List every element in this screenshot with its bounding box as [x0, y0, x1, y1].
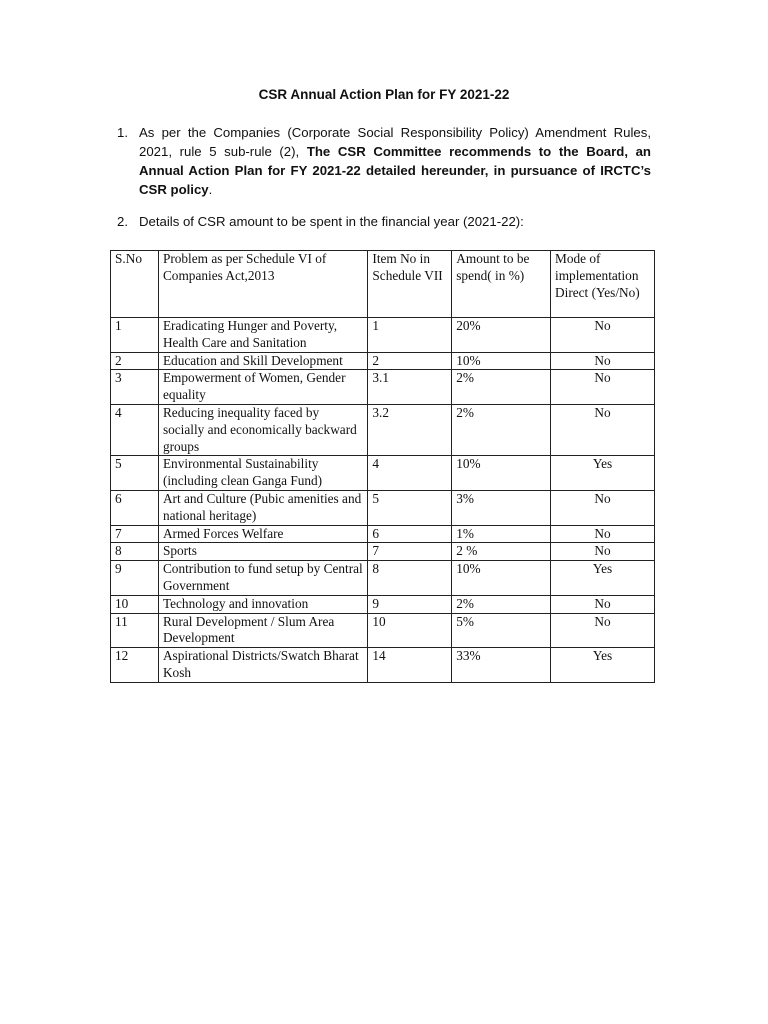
table-row	[111, 456, 655, 491]
cell-sno: 5	[111, 456, 159, 491]
cell-item-no: 6	[368, 525, 452, 543]
cell-amount: 33%	[452, 648, 551, 683]
table-row	[111, 490, 655, 525]
cell-item-no: 3.2	[368, 404, 452, 455]
cell-sno: 4	[111, 404, 159, 455]
table-body	[111, 318, 655, 683]
cell-problem: Rural Development / Slum Area Development	[158, 613, 367, 648]
header-sno: S.No	[111, 251, 159, 318]
cell-mode: No	[551, 613, 655, 648]
point-1	[117, 123, 651, 199]
cell-amount: 10%	[452, 352, 551, 370]
cell-problem: Empowerment of Women, Gender equality	[158, 370, 367, 405]
table-row	[111, 595, 655, 613]
cell-item-no: 3.1	[368, 370, 452, 405]
cell-problem: Armed Forces Welfare	[158, 525, 367, 543]
cell-amount: 2%	[452, 370, 551, 405]
point-1-bold-text: The CSR Committee recommends to the Board, an Annual Action Plan for FY 2021-22 detailed hereunder, in pursuance of IRCTC’s CSR policy	[139, 144, 651, 197]
cell-item-no: 8	[368, 561, 452, 596]
point-1-body	[139, 123, 651, 199]
point-2-text: Details of CSR amount to be spent in the financial year (2021-22):	[139, 214, 524, 229]
cell-amount: 2 %	[452, 543, 551, 561]
cell-problem: Eradicating Hunger and Poverty, Health Care and Sanitation	[158, 318, 367, 353]
cell-item-no: 5	[368, 490, 452, 525]
cell-mode: No	[551, 318, 655, 353]
cell-problem: Aspirational Districts/Swatch Bharat Kosh	[158, 648, 367, 683]
cell-sno: 10	[111, 595, 159, 613]
cell-item-no: 9	[368, 595, 452, 613]
cell-amount: 1%	[452, 525, 551, 543]
header-amount: Amount to be spend( in %)	[452, 251, 551, 318]
cell-amount: 20%	[452, 318, 551, 353]
table-header-row	[111, 251, 655, 318]
table-row	[111, 543, 655, 561]
cell-item-no: 10	[368, 613, 452, 648]
cell-sno: 3	[111, 370, 159, 405]
cell-mode: No	[551, 352, 655, 370]
cell-amount: 10%	[452, 561, 551, 596]
point-1-number: 1.	[117, 125, 128, 140]
cell-problem: Reducing inequality faced by socially and economically backward groups	[158, 404, 367, 455]
table-row	[111, 561, 655, 596]
cell-sno: 11	[111, 613, 159, 648]
cell-item-no: 14	[368, 648, 452, 683]
table-row	[111, 318, 655, 353]
header-item-no: Item No in Schedule VII	[368, 251, 452, 318]
cell-mode: No	[551, 490, 655, 525]
cell-mode: Yes	[551, 648, 655, 683]
cell-problem: Environmental Sustainability (including clean Ganga Fund)	[158, 456, 367, 491]
point-1-text: As per the Companies (Corporate Social Responsibility Policy) Amendment Rules, 2021, rule 5 sub-rule (2),	[139, 125, 651, 159]
point-2	[117, 212, 651, 231]
cell-item-no: 1	[368, 318, 452, 353]
cell-sno: 7	[111, 525, 159, 543]
cell-item-no: 4	[368, 456, 452, 491]
cell-problem: Art and Culture (Pubic amenities and national heritage)	[158, 490, 367, 525]
cell-mode: No	[551, 543, 655, 561]
header-problem: Problem as per Schedule VI of Companies Act,2013	[158, 251, 367, 318]
cell-amount: 10%	[452, 456, 551, 491]
page-title: CSR Annual Action Plan for FY 2021-22	[258, 87, 510, 102]
point-2-number: 2.	[117, 214, 128, 229]
point-1-text-end: .	[208, 182, 213, 197]
cell-sno: 8	[111, 543, 159, 561]
cell-item-no: 2	[368, 352, 452, 370]
cell-amount: 5%	[452, 613, 551, 648]
cell-mode: No	[551, 595, 655, 613]
cell-mode: No	[551, 525, 655, 543]
cell-sno: 6	[111, 490, 159, 525]
cell-amount: 3%	[452, 490, 551, 525]
table-row	[111, 404, 655, 455]
cell-sno: 9	[111, 561, 159, 596]
table-row	[111, 370, 655, 405]
cell-mode: No	[551, 404, 655, 455]
cell-problem: Sports	[158, 543, 367, 561]
cell-mode: Yes	[551, 561, 655, 596]
cell-item-no: 7	[368, 543, 452, 561]
cell-mode: No	[551, 370, 655, 405]
cell-amount: 2%	[452, 404, 551, 455]
table-row	[111, 648, 655, 683]
cell-sno: 12	[111, 648, 159, 683]
cell-sno: 2	[111, 352, 159, 370]
cell-problem: Contribution to fund setup by Central Government	[158, 561, 367, 596]
table-row	[111, 525, 655, 543]
csr-plan-table	[110, 250, 655, 683]
table-row	[111, 352, 655, 370]
table-row	[111, 613, 655, 648]
cell-problem: Education and Skill Development	[158, 352, 367, 370]
cell-sno: 1	[111, 318, 159, 353]
cell-amount: 2%	[452, 595, 551, 613]
cell-mode: Yes	[551, 456, 655, 491]
header-mode: Mode of implementation Direct (Yes/No)	[551, 251, 655, 318]
cell-problem: Technology and innovation	[158, 595, 367, 613]
